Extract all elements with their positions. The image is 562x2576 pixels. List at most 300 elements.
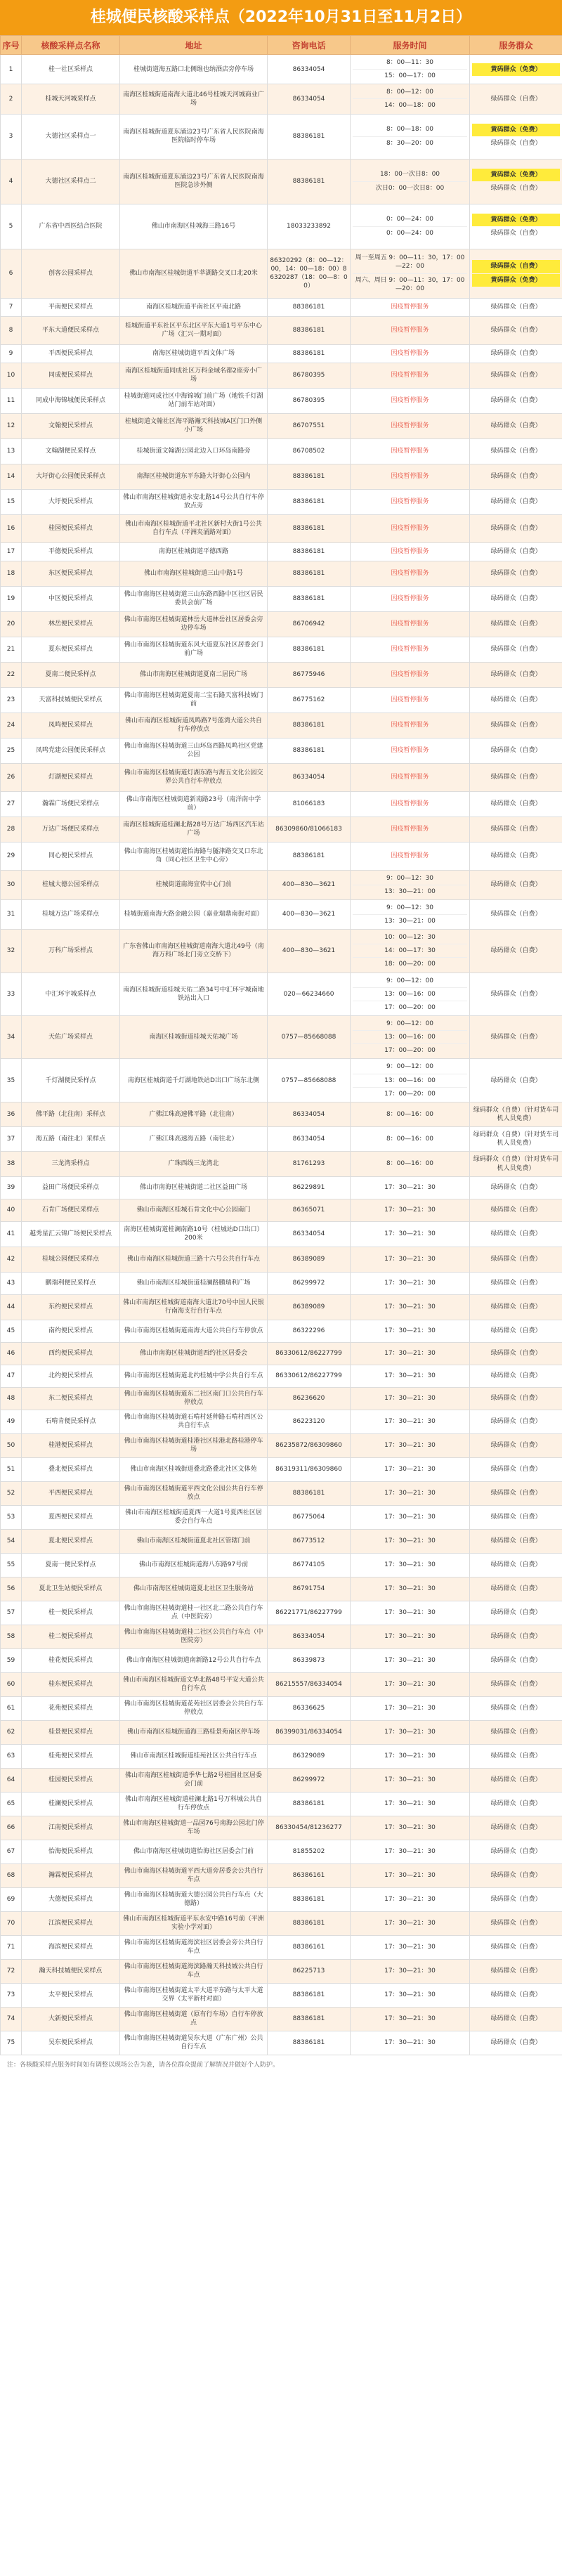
row-name: 江滨便民采样点 (22, 1911, 120, 1935)
row-address: 南海区桂城街道南海大道北46号桂城天河城商业广场 (120, 84, 268, 114)
row-name: 桂一社区采样点 (22, 55, 120, 84)
row-time (351, 1935, 470, 1959)
service-text: 绿码群众（自费） (490, 1872, 542, 1880)
row-service (470, 662, 562, 687)
row-service (470, 1935, 562, 1959)
service-text: 绿码群众（自费） (490, 1752, 542, 1760)
row-name: 夏南一便民采样点 (22, 1553, 120, 1577)
row-name: 大圩街心公园便民采样点 (22, 464, 120, 489)
time-slot: 因疫暂停服务 (391, 746, 429, 754)
row-name: 千灯湖便民采样点 (22, 1059, 120, 1102)
row-service (470, 1320, 562, 1342)
row-phone: 88386181 (268, 1983, 351, 2007)
row-address: 佛山市南海区桂城街道季华七路2号桂园社区居委会门前 (120, 1768, 268, 1792)
row-time (351, 1176, 470, 1199)
row-name: 中区便民采样点 (22, 586, 120, 611)
row-service (470, 1792, 562, 1816)
row-address: 佛山市南海区桂城街道平莘湖路交叉口北20米 (120, 249, 268, 298)
service-badge-highlight: 黄码群众（免费） (472, 63, 560, 76)
table-row (1, 637, 562, 662)
row-address: 佛山市南海区桂城街道夏北社区管辖门前 (120, 1529, 268, 1553)
row-time (351, 1433, 470, 1457)
row-name: 平西便民采样点 (22, 344, 120, 363)
row-phone: 88386181 (268, 637, 351, 662)
service-text: 绿码群众（自费） (490, 303, 542, 311)
row-service (470, 388, 562, 413)
row-time (351, 1199, 470, 1221)
row-name: 东区便民采样点 (22, 561, 120, 586)
row-phone: 86329089 (268, 1744, 351, 1768)
row-service (470, 514, 562, 542)
service-text: 绿码群众（自费） (490, 1418, 542, 1426)
row-no: 64 (1, 1768, 22, 1792)
row-address: 南海区桂城街道平德西路 (120, 542, 268, 561)
row-name: 凤鸣党建公园便民采样点 (22, 738, 120, 763)
time-slot: 因疫暂停服务 (391, 371, 429, 379)
row-name: 同成便民采样点 (22, 363, 120, 388)
row-phone: 88386181 (268, 1887, 351, 1911)
row-no: 12 (1, 413, 22, 438)
row-phone: 86334054 (268, 84, 351, 114)
service-text: 绿码群众（自费） (490, 1280, 542, 1287)
row-no: 48 (1, 1387, 22, 1410)
row-time (351, 159, 470, 204)
row-phone: 86389089 (268, 1247, 351, 1272)
row-time (351, 1863, 470, 1887)
row-service (470, 1457, 562, 1481)
row-address: 佛山市南海区桂城街道文华北路48号平安大道公共自行车点 (120, 1672, 268, 1696)
row-name: 桂城公园便民采样点 (22, 1247, 120, 1272)
row-no: 61 (1, 1696, 22, 1720)
row-time (351, 1983, 470, 2007)
row-no: 30 (1, 870, 22, 899)
time-slot: 17：30—21：30 (384, 1991, 436, 1999)
row-time (351, 791, 470, 817)
service-text: 绿码群众（自费） (490, 1184, 542, 1192)
row-service (470, 1247, 562, 1272)
row-address: 南海区桂城街道夏东涌边23号广东省人民医院南海医院临时停车场 (120, 114, 268, 159)
row-name: 天富科技城便民采样点 (22, 687, 120, 713)
row-address: 佛山市南海区桂城街道海八东路97号前 (120, 1553, 268, 1577)
table-row (1, 1577, 562, 1601)
row-time (351, 1696, 470, 1720)
row-time (351, 1127, 470, 1152)
row-phone: 400—830—3621 (268, 899, 351, 929)
row-name: 夏东便民采样点 (22, 637, 120, 662)
row-no: 22 (1, 662, 22, 687)
row-no: 74 (1, 2007, 22, 2031)
row-phone: 400—830—3621 (268, 870, 351, 899)
row-time (351, 637, 470, 662)
row-no: 38 (1, 1152, 22, 1176)
row-no: 50 (1, 1433, 22, 1457)
row-address: 佛山市南海区桂城街道一品园76号南海公园北门停车场 (120, 1816, 268, 1840)
row-time (351, 363, 470, 388)
row-address: 佛山市南海区桂城街道（原有行车场）自行车停放点 (120, 2007, 268, 2031)
time-slot: 18：00—20：00 (384, 961, 436, 968)
row-phone: 86775946 (268, 662, 351, 687)
time-slot: 17：30—21：30 (384, 1537, 436, 1545)
table-row (1, 1672, 562, 1696)
row-phone: 86791754 (268, 1577, 351, 1601)
row-time (351, 1320, 470, 1342)
row-time (351, 1959, 470, 1983)
row-no: 32 (1, 930, 22, 972)
row-time (351, 1887, 470, 1911)
row-address: 南海区桂城街道东平东路大圩街心公园内 (120, 464, 268, 489)
row-address: 佛山市南海区桂城街道怡海路与隧津路交叉口东北角（同心社区卫生中心旁） (120, 842, 268, 870)
row-address: 佛山市南海区桂城街道桂二社区公共自行车点（中医院旁） (120, 1625, 268, 1648)
row-address: 佛山市南海区桂城街道三山东路西路中区社区居民委员会前广场 (120, 586, 268, 611)
row-address: 佛山市南海区桂城街道吴东大道（广东广州）公共自行车点 (120, 2031, 268, 2055)
time-slot: 因疫暂停服务 (391, 696, 429, 703)
row-name: 平德便民采样点 (22, 542, 120, 561)
service-text: 绿码群众（自费） (490, 1372, 542, 1380)
row-phone: 88386181 (268, 842, 351, 870)
row-address: 南海区桂城街道桂澜北路28号万达广场西区汽车站广场 (120, 817, 268, 842)
row-address: 佛山市南海区桂城街道凤鸣路7号蓝湾大道公共自行车停放点 (120, 713, 268, 738)
row-service (470, 249, 562, 298)
time-slot: 因疫暂停服务 (391, 447, 429, 455)
row-name: 东二便民采样点 (22, 1387, 120, 1410)
time-slot: 因疫暂停服务 (391, 326, 429, 334)
row-service (470, 687, 562, 713)
row-name: 桂一便民采样点 (22, 1601, 120, 1625)
row-phone: 88386181 (268, 1911, 351, 1935)
row-no: 75 (1, 2031, 22, 2055)
row-name: 西约便民采样点 (22, 1342, 120, 1365)
row-service (470, 1015, 562, 1058)
row-name: 万达广场便民采样点 (22, 817, 120, 842)
row-service (470, 1720, 562, 1744)
row-name: 夏北便民采样点 (22, 1529, 120, 1553)
row-service (470, 413, 562, 438)
row-phone: 88386181 (268, 586, 351, 611)
row-name: 大德便民采样点 (22, 1887, 120, 1911)
table-row (1, 464, 562, 489)
row-name: 三龙湾采样点 (22, 1152, 120, 1176)
row-no: 31 (1, 899, 22, 929)
row-service (470, 1672, 562, 1696)
table-row (1, 611, 562, 637)
service-text: 绿码群众（自费） (490, 1920, 542, 1927)
row-name: 桂园便民采样点 (22, 514, 120, 542)
row-time (351, 388, 470, 413)
row-service (470, 1863, 562, 1887)
row-phone: 86330612/86227799 (268, 1342, 351, 1365)
row-service (470, 1887, 562, 1911)
table-row (1, 363, 562, 388)
row-phone: 86780395 (268, 388, 351, 413)
row-address: 佛山市南海区桂城街道叠北路叠北社区文体苑 (120, 1457, 268, 1481)
row-service (470, 899, 562, 929)
row-phone: 86775064 (268, 1505, 351, 1529)
row-address: 南海区桂城街道千灯湖地铁站D出口广场东北侧 (120, 1059, 268, 1102)
service-text: 绿码群众（自费） (490, 1944, 542, 1951)
row-no: 21 (1, 637, 22, 662)
row-service (470, 1199, 562, 1221)
time-slot: 8：00—18：00 (353, 123, 467, 136)
row-address: 佛山市南海区桂城石肯文化中心公园南门 (120, 1199, 268, 1221)
row-address: 佛山市南海区桂城街道二社区益田广场 (120, 1176, 268, 1199)
row-no: 5 (1, 204, 22, 249)
service-text: 绿码群众（自费） (490, 230, 542, 238)
time-slot: 因疫暂停服务 (391, 800, 429, 807)
time-slot: 17：30—21：30 (384, 1872, 436, 1880)
row-no: 28 (1, 817, 22, 842)
row-service (470, 1152, 562, 1176)
row-no: 51 (1, 1457, 22, 1481)
row-no: 41 (1, 1221, 22, 1247)
row-address: 佛山市南海区桂城街道林岳大道林岳社区居委会旁边停车场 (120, 611, 268, 637)
table-row (1, 817, 562, 842)
service-text: 绿码群众（自费） (490, 2015, 542, 2023)
time-slot: 因疫暂停服务 (391, 670, 429, 678)
row-time (351, 204, 470, 249)
row-address: 南海区桂城街道桂城天佑二路34号中汇环宇城南地铁站出入口 (120, 972, 268, 1015)
table-row (1, 1059, 562, 1102)
row-time (351, 1672, 470, 1696)
row-address: 佛山市南海区桂城街道夏南二宝石路天富科技城门前 (120, 687, 268, 713)
table-row (1, 1152, 562, 1176)
row-address: 广东省佛山市南海区桂城街道南海大道北49号（南海万科广场北门旁立交桥下） (120, 930, 268, 972)
row-no: 35 (1, 1059, 22, 1102)
row-phone: 86334054 (268, 763, 351, 791)
time-slot: 17：00—20：00 (384, 1003, 436, 1011)
row-no: 63 (1, 1744, 22, 1768)
row-address: 佛山市南海区桂城街道夏南二居民广场 (120, 662, 268, 687)
row-address: 佛山市南海区桂城街道海三路桂景苑南区停车场 (120, 1720, 268, 1744)
time-slot: 0：00—24：00 (386, 229, 434, 237)
row-name: 夏西便民采样点 (22, 1505, 120, 1529)
table-row (1, 687, 562, 713)
service-text: 绿码群众（自费） (490, 1896, 542, 1904)
row-name: 石啃肯便民采样点 (22, 1410, 120, 1433)
table-row (1, 1601, 562, 1625)
row-no: 4 (1, 159, 22, 204)
time-slot: 因疫暂停服务 (391, 825, 429, 833)
row-phone: 86299972 (268, 1272, 351, 1294)
time-slot: 17：30—21：30 (384, 1657, 436, 1665)
row-name: 南约便民采样点 (22, 1320, 120, 1342)
row-service (470, 1768, 562, 1792)
row-address: 佛山市南海区桂城街道石啃村延伸路石啃村西区公共自行车点 (120, 1410, 268, 1433)
table-row (1, 1199, 562, 1221)
table-row (1, 1410, 562, 1433)
time-slot: 8：30—20：00 (386, 139, 434, 147)
row-address: 佛山市南海区桂城街道三山中路1号 (120, 561, 268, 586)
row-time (351, 662, 470, 687)
row-service (470, 84, 562, 114)
time-slot: 17：30—21：30 (384, 1256, 436, 1263)
service-text: 绿码群众（自费） (490, 746, 542, 754)
time-slot: 17：30—21：30 (384, 1609, 436, 1617)
time-slot: 17：30—21：30 (384, 1466, 436, 1474)
table-row (1, 542, 562, 561)
time-slot: 次日0：00一次日8：00 (375, 184, 445, 192)
row-no: 34 (1, 1015, 22, 1058)
header-address: 地址 (120, 36, 268, 55)
row-name: 花苑便民采样点 (22, 1696, 120, 1720)
table-row (1, 1102, 562, 1126)
row-time (351, 1553, 470, 1577)
row-name: 广东省中西医结合医院 (22, 204, 120, 249)
row-address: 佛山市南海区桂城街道桂一社区北二路公共自行车点（中医院旁） (120, 1601, 268, 1625)
row-no: 39 (1, 1176, 22, 1199)
row-service (470, 363, 562, 388)
row-phone: 86221771/86227799 (268, 1601, 351, 1625)
table-row (1, 561, 562, 586)
table-row (1, 159, 562, 204)
row-name: 桂二便民采样点 (22, 1625, 120, 1648)
row-no: 10 (1, 363, 22, 388)
row-time (351, 438, 470, 464)
row-phone: 88386181 (268, 464, 351, 489)
row-no: 15 (1, 489, 22, 514)
row-phone: 0757—85668088 (268, 1015, 351, 1058)
row-time (351, 1015, 470, 1058)
row-phone: 86399031/86334054 (268, 1720, 351, 1744)
time-slot: 0：00—24：00 (353, 213, 467, 226)
row-address: 佛山市南海区桂城街道桂澜北路1号万科城公共自行车停放点 (120, 1792, 268, 1816)
time-slot: 17：30—21：30 (384, 1824, 436, 1832)
row-time (351, 1342, 470, 1365)
row-name: 文翰便民采样点 (22, 413, 120, 438)
row-name: 桂澜便民采样点 (22, 1792, 120, 1816)
row-phone: 88386181 (268, 738, 351, 763)
row-address: 佛山市南海区桂城街道桂港社区桂港北路桂港停车场 (120, 1433, 268, 1457)
table-row (1, 1863, 562, 1887)
row-time (351, 1505, 470, 1529)
row-address: 佛山市南海区桂城街道平北社区新村大街1号公共自行车点（平洲夹涌路对面） (120, 514, 268, 542)
row-time (351, 249, 470, 298)
row-name: 大德社区采样点二 (22, 159, 120, 204)
service-text: 绿码群众（自费） (490, 947, 542, 955)
row-name: 桂港便民采样点 (22, 1433, 120, 1457)
row-name: 佛平路（北往南）采样点 (22, 1102, 120, 1126)
row-service (470, 1433, 562, 1457)
row-phone: 88386181 (268, 2007, 351, 2031)
row-address: 南海区桂城街道同成社区万科金域名都2座旁小广场 (120, 363, 268, 388)
row-phone: 86775162 (268, 687, 351, 713)
row-phone: 86322296 (268, 1320, 351, 1342)
row-name: 同成中海锦城便民采样点 (22, 388, 120, 413)
row-no: 44 (1, 1294, 22, 1320)
row-service (470, 1127, 562, 1152)
row-time (351, 344, 470, 363)
time-slot: 13：00—16：00 (353, 988, 467, 1001)
row-service (470, 817, 562, 842)
table-row (1, 489, 562, 514)
row-address: 佛山市南海区桂城街道东二社区南门口公共自行车停放点 (120, 1387, 268, 1410)
row-service (470, 298, 562, 316)
time-slot: 因疫暂停服务 (391, 422, 429, 429)
row-phone: 86330612/86227799 (268, 1365, 351, 1387)
row-phone: 86235872/86309860 (268, 1433, 351, 1457)
row-name: 平南便民采样点 (22, 298, 120, 316)
row-address: 南海区桂城街道平南社区平南北路 (120, 298, 268, 316)
row-service (470, 1410, 562, 1433)
table-row (1, 1294, 562, 1320)
row-time (351, 2031, 470, 2055)
table-row (1, 1365, 562, 1387)
service-text: 绿码群众（自费） (490, 1490, 542, 1497)
time-slot: 17：30—21：30 (384, 1350, 436, 1358)
table-row (1, 1744, 562, 1768)
service-text: 绿码群众（自费） (490, 1230, 542, 1238)
row-phone: 86707551 (268, 413, 351, 438)
row-name: 夏北卫生站便民采样点 (22, 1577, 120, 1601)
time-slot: 8：00—11：30 (353, 56, 467, 70)
row-time (351, 1457, 470, 1481)
time-slot: 周一至周五 9：00—11：30，17：00—22：00 (353, 252, 467, 273)
row-service (470, 1816, 562, 1840)
row-phone: 88386181 (268, 561, 351, 586)
row-phone: 86780395 (268, 363, 351, 388)
service-text: 绿码群众（自费） (490, 396, 542, 404)
time-slot: 13：30—21：00 (384, 917, 436, 925)
row-phone: 88386181 (268, 713, 351, 738)
service-text: 绿码群众（自费）（针对货车司机人员免费） (473, 1131, 559, 1147)
service-badge-highlight: 绿码群众（自费） (472, 260, 560, 273)
table-row (1, 899, 562, 929)
row-phone: 86336625 (268, 1696, 351, 1720)
service-text: 绿码群众（自费） (490, 1442, 542, 1450)
row-no: 8 (1, 316, 22, 344)
row-time (351, 561, 470, 586)
row-no: 59 (1, 1648, 22, 1672)
row-name: 海五路（南往北）采样点 (22, 1127, 120, 1152)
row-address: 佛山市南海区桂城街道东风大道夏东社区居委会门前广场 (120, 637, 268, 662)
row-name: 文翰湖便民采样点 (22, 438, 120, 464)
table-row (1, 1768, 562, 1792)
service-text: 绿码群众（自费） (490, 1657, 542, 1665)
row-phone: 86330454/81236277 (268, 1816, 351, 1840)
row-phone: 86320292（8：00—12：00，14：00—18：00）86320287（18：00—8：00） (268, 249, 351, 298)
table-row (1, 1505, 562, 1529)
time-slot: 17：30—21：30 (384, 2015, 436, 2023)
row-time (351, 514, 470, 542)
row-no: 17 (1, 542, 22, 561)
row-time (351, 1272, 470, 1294)
row-phone: 86774105 (268, 1553, 351, 1577)
row-no: 66 (1, 1816, 22, 1840)
row-service (470, 344, 562, 363)
row-name: 越秀星汇云锦广场便民采样点 (22, 1221, 120, 1247)
service-text: 绿码群众（自费） (490, 1776, 542, 1784)
row-service (470, 1365, 562, 1387)
time-slot: 14：00—17：30 (353, 944, 467, 958)
time-slot: 因疫暂停服务 (391, 472, 429, 480)
row-phone: 86334054 (268, 1102, 351, 1126)
row-phone: 86389089 (268, 1294, 351, 1320)
time-slot: 14：00—18：00 (384, 102, 436, 110)
row-name: 大圩便民采样点 (22, 489, 120, 514)
row-time (351, 1410, 470, 1433)
row-service (470, 1176, 562, 1199)
row-time (351, 298, 470, 316)
row-service (470, 930, 562, 972)
row-service (470, 1481, 562, 1505)
time-slot: 13：30—21：00 (384, 887, 436, 895)
service-text: 绿码群众（自费） (490, 670, 542, 678)
header-name: 核酸采样点名称 (22, 36, 120, 55)
service-text: 绿码群众（自费） (490, 594, 542, 602)
service-text: 绿码群众（自费） (490, 95, 542, 103)
row-no: 16 (1, 514, 22, 542)
table-row (1, 1320, 562, 1342)
row-no: 65 (1, 1792, 22, 1816)
